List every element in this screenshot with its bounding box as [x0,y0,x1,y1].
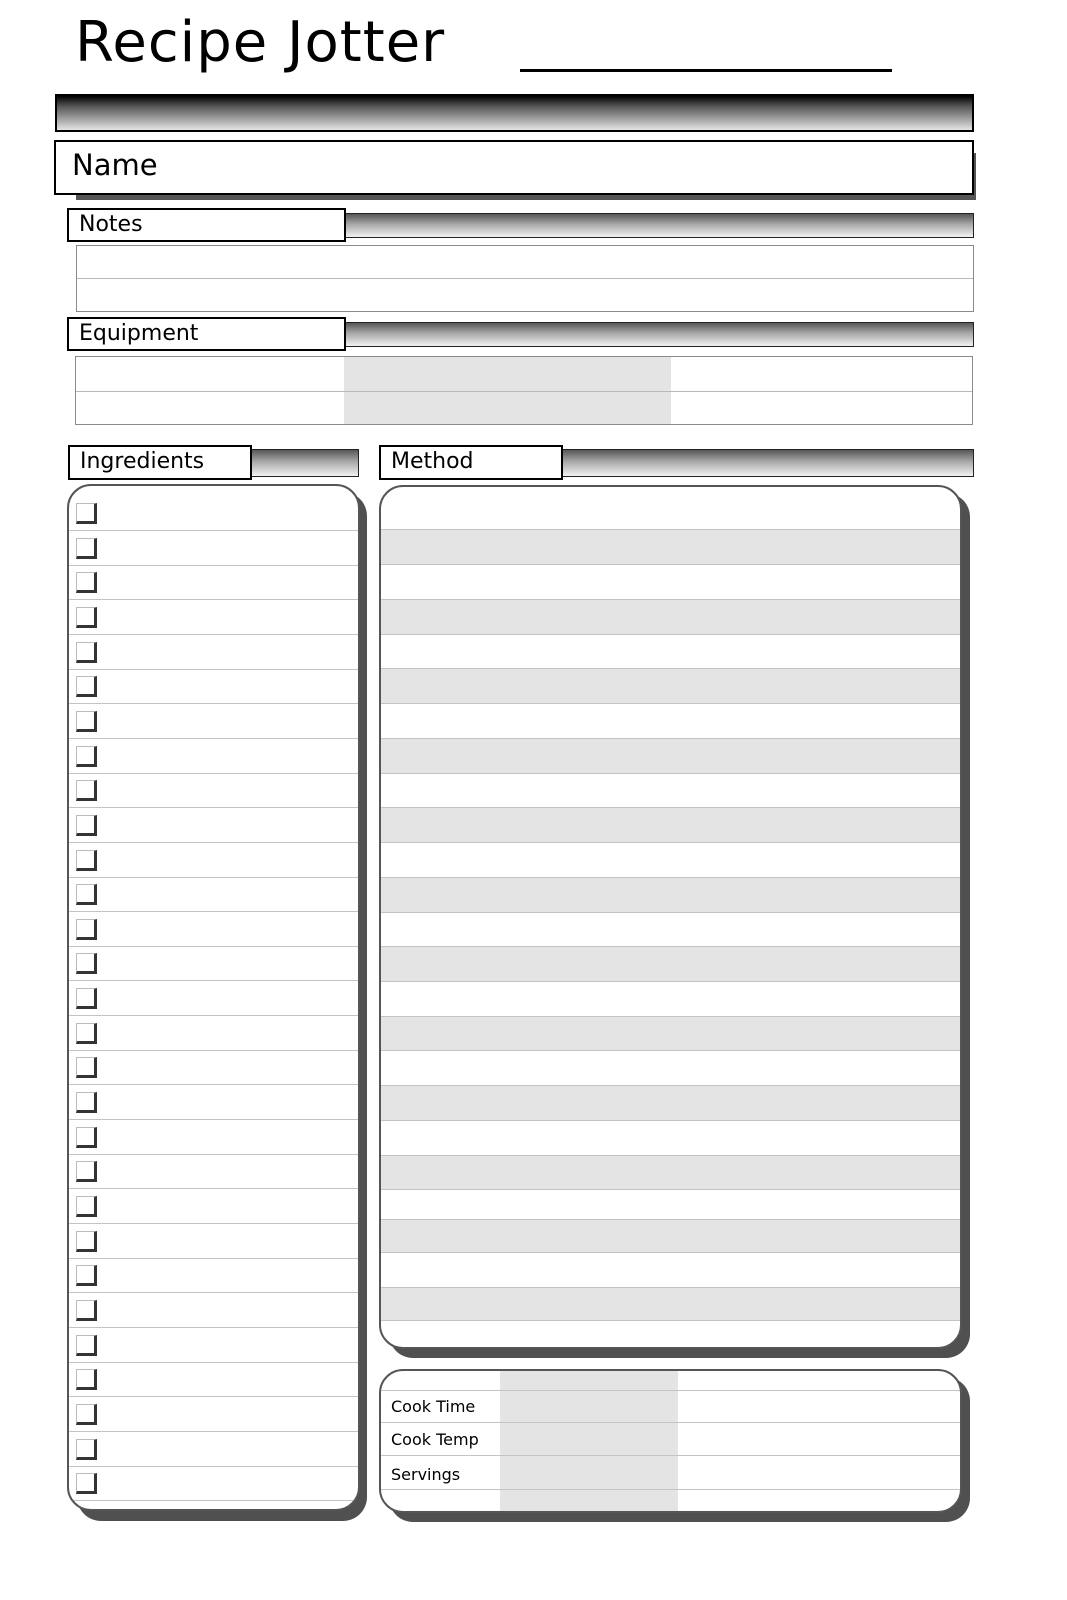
ingredient-row[interactable] [69,600,358,635]
notes-header-bar [344,213,974,238]
title-write-line[interactable] [520,69,892,72]
ingredient-row[interactable] [69,1466,358,1501]
ingredient-row[interactable] [69,946,358,981]
ingredients-list [67,484,360,1511]
ingredient-row[interactable] [69,1154,358,1189]
ingredient-row[interactable] [69,1362,358,1397]
method-row[interactable] [381,1288,960,1321]
ingredient-checkbox[interactable] [76,1023,97,1044]
method-row[interactable] [381,1086,960,1121]
ingredients-label: Ingredients [68,445,252,480]
ingredient-checkbox[interactable] [76,1473,97,1494]
ingredient-row[interactable] [69,1397,358,1432]
summary-divider [381,1390,962,1391]
ingredient-checkbox[interactable] [76,815,97,836]
method-row[interactable] [381,565,960,600]
ingredient-checkbox[interactable] [76,953,97,974]
method-row[interactable] [381,739,960,774]
ingredient-row[interactable] [69,773,358,808]
ingredient-checkbox[interactable] [76,1127,97,1148]
method-row[interactable] [381,1121,960,1156]
ingredient-checkbox[interactable] [76,1057,97,1078]
ingredient-row[interactable] [69,1085,358,1120]
ingredient-row[interactable] [69,565,358,600]
notes-label: Notes [67,208,346,242]
ingredient-row[interactable] [69,1258,358,1293]
equipment-divider [76,391,972,392]
cook-time-field[interactable] [679,1392,962,1421]
ingredient-checkbox[interactable] [76,1196,97,1217]
ingredient-checkbox[interactable] [76,919,97,940]
method-row[interactable] [381,704,960,739]
ingredient-row[interactable] [69,739,358,774]
ingredient-checkbox[interactable] [76,884,97,905]
ingredient-row[interactable] [69,1016,358,1051]
ingredient-checkbox[interactable] [76,1265,97,1286]
ingredient-checkbox[interactable] [76,1369,97,1390]
ingredient-checkbox[interactable] [76,642,97,663]
ingredient-checkbox[interactable] [76,503,97,524]
ingredient-row[interactable] [69,1328,358,1363]
ingredient-row[interactable] [69,843,358,878]
equipment-label: Equipment [67,317,346,351]
method-row[interactable] [381,843,960,878]
method-row[interactable] [381,1220,960,1253]
ingredient-checkbox[interactable] [76,1335,97,1356]
method-area[interactable] [379,485,962,1349]
ingredient-row[interactable] [69,531,358,566]
method-row[interactable] [381,1051,960,1086]
cook-temp-field[interactable] [679,1424,962,1454]
ingredient-row[interactable] [69,877,358,912]
ingredient-row[interactable] [69,669,358,704]
method-row[interactable] [381,1017,960,1051]
ingredient-row[interactable] [69,1189,358,1224]
ingredient-row[interactable] [69,1120,358,1155]
ingredient-checkbox[interactable] [76,711,97,732]
ingredient-checkbox[interactable] [76,988,97,1009]
ingredient-row[interactable] [69,1293,358,1328]
ingredient-checkbox[interactable] [76,607,97,628]
summary-shaded-column [500,1371,678,1513]
name-field[interactable] [54,140,974,195]
ingredient-checkbox[interactable] [76,1231,97,1252]
ingredient-row[interactable] [69,496,358,531]
servings-label: Servings [391,1465,461,1484]
summary-divider [381,1422,962,1423]
ingredient-checkbox[interactable] [76,780,97,801]
method-row[interactable] [381,774,960,808]
method-label: Method [379,445,563,480]
ingredient-checkbox[interactable] [76,1300,97,1321]
ingredient-checkbox[interactable] [76,1439,97,1460]
method-row[interactable] [381,947,960,982]
servings-field[interactable] [679,1457,962,1488]
ingredient-row[interactable] [69,635,358,670]
cook-time-label: Cook Time [391,1397,476,1416]
ingredient-checkbox[interactable] [76,1092,97,1113]
method-row[interactable] [381,1190,960,1220]
method-row[interactable] [381,1253,960,1288]
ingredient-checkbox[interactable] [76,1404,97,1425]
ingredient-checkbox[interactable] [76,746,97,767]
ingredient-row[interactable] [69,981,358,1016]
method-row[interactable] [381,600,960,635]
equipment-header-bar [344,322,974,347]
ingredients-header-bar [249,449,359,477]
ingredient-row[interactable] [69,808,358,843]
ingredient-checkbox[interactable] [76,538,97,559]
method-row[interactable] [381,635,960,669]
method-row[interactable] [381,1156,960,1190]
ingredient-checkbox[interactable] [76,676,97,697]
method-row[interactable] [381,487,960,530]
method-row[interactable] [381,808,960,843]
ingredient-row[interactable] [69,1050,358,1085]
ingredient-row[interactable] [69,912,358,947]
method-row[interactable] [381,669,960,704]
method-header-bar [560,449,974,477]
method-row[interactable] [381,530,960,565]
cook-summary-panel [379,1369,962,1513]
page-title: Recipe Jotter [75,10,446,75]
ingredient-checkbox[interactable] [76,1161,97,1182]
ingredient-row[interactable] [69,1432,358,1467]
ingredient-row[interactable] [69,704,358,739]
method-row[interactable] [381,878,960,913]
ingredient-checkbox[interactable] [76,572,97,593]
summary-divider [381,1455,962,1456]
ingredient-row[interactable] [69,1224,358,1259]
notes-divider [77,278,973,279]
method-row[interactable] [381,982,960,1017]
cook-temp-label: Cook Temp [391,1430,479,1449]
summary-divider [381,1489,962,1490]
ingredient-checkbox[interactable] [76,850,97,871]
header-gradient-bar [55,94,974,132]
name-label: Name [72,148,158,182]
method-row[interactable] [381,913,960,947]
